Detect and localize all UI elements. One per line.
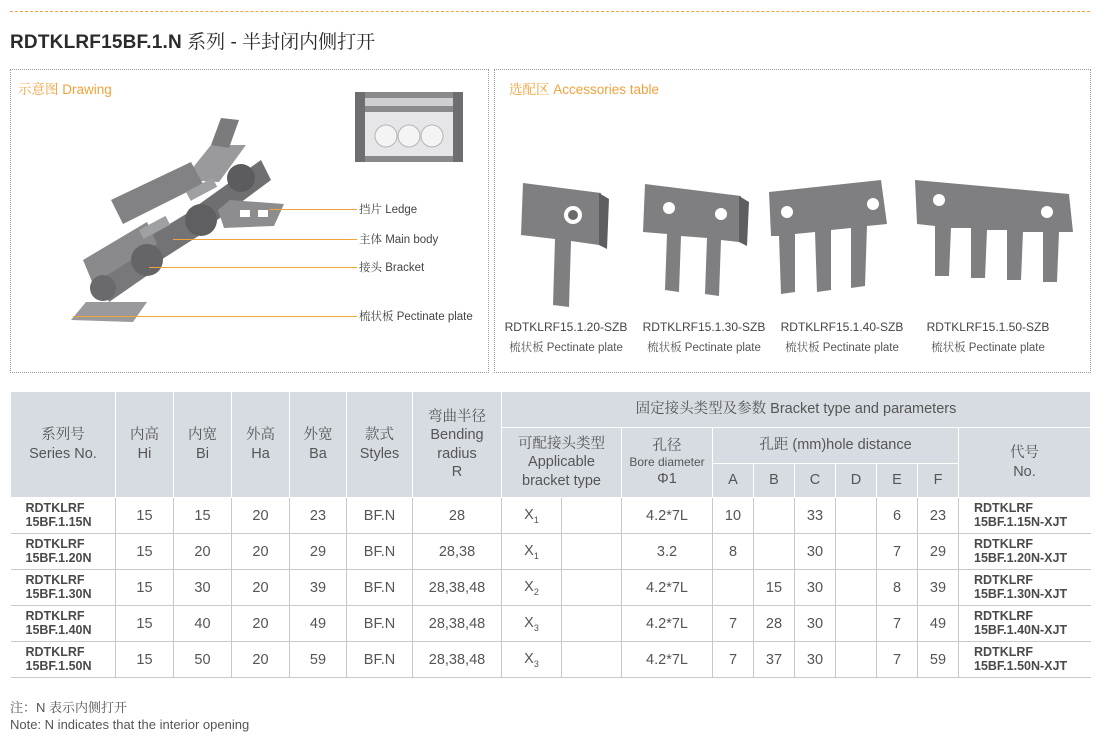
header-hole-distance: 孔距 (mm)hole distance xyxy=(713,428,959,464)
cell-f: 39 xyxy=(918,570,959,606)
cell-bi: 40 xyxy=(174,606,232,642)
cell-bracket-type-extra xyxy=(562,534,622,570)
accessories-panel-title: 选配区 Accessories table xyxy=(509,82,660,97)
series-description: 系列 - 半封闭内侧打开 xyxy=(181,32,376,53)
table-row xyxy=(11,498,1091,534)
cell-bi: 20 xyxy=(174,534,232,570)
cell-bore: 4.2*7L xyxy=(622,570,713,606)
cell-style: BF.N xyxy=(347,570,413,606)
pectinate-plate-20-image xyxy=(513,175,613,315)
cell-bi: 50 xyxy=(174,642,232,678)
cell-bracket-type: $X_1$ xyxy=(502,534,562,570)
header-ha: 外高 Ha xyxy=(232,392,290,498)
table-row xyxy=(11,570,1091,606)
cell-a: 10 xyxy=(713,498,754,534)
cell-series: RDTKLRF 15BF.1.15N xyxy=(11,498,116,534)
cell-ha: 20 xyxy=(232,570,290,606)
cell-series: RDTKLRF 15BF.1.20N xyxy=(11,534,116,570)
drawing-panel xyxy=(10,69,489,373)
cell-bracket-type: $X_2$ xyxy=(502,570,562,606)
cell-bi: 30 xyxy=(174,570,232,606)
cell-f: 23 xyxy=(918,498,959,534)
cell-a: 7 xyxy=(713,606,754,642)
cell-d xyxy=(836,534,877,570)
header-styles: 款式 Styles xyxy=(347,392,413,498)
drag-chain-illustration xyxy=(51,110,341,340)
cell-ha: 20 xyxy=(232,606,290,642)
header-d: D xyxy=(836,464,877,498)
spec-table xyxy=(10,391,1091,678)
cell-hi: 15 xyxy=(116,498,174,534)
header-series: 系列号 Series No. xyxy=(11,392,116,498)
cell-series: RDTKLRF 15BF.1.40N xyxy=(11,606,116,642)
cell-r: 28 xyxy=(413,498,502,534)
drawing-panel-title: 示意图 Drawing xyxy=(18,82,112,97)
cell-c: 30 xyxy=(795,642,836,678)
cell-bi: 15 xyxy=(174,498,232,534)
cell-style: BF.N xyxy=(347,498,413,534)
cell-hi: 15 xyxy=(116,606,174,642)
header-no: 代号 No. xyxy=(959,428,1091,498)
callout-bracket: 接头 Bracket xyxy=(359,262,425,274)
pectinate-plate-40-image xyxy=(761,174,901,304)
header-applicable-bracket: 可配接头类型 Applicable bracket type xyxy=(502,428,622,498)
accessories-panel xyxy=(494,69,1091,373)
header-bi: 内宽 Bi xyxy=(174,392,232,498)
header-a: A xyxy=(713,464,754,498)
cell-ba: 59 xyxy=(290,642,347,678)
cell-style: BF.N xyxy=(347,606,413,642)
cell-ha: 20 xyxy=(232,534,290,570)
cell-f: 59 xyxy=(918,642,959,678)
cell-b: 37 xyxy=(754,642,795,678)
spec-table-body xyxy=(11,498,1091,678)
header-hi: 内高 Hi xyxy=(116,392,174,498)
cell-e: 7 xyxy=(877,534,918,570)
cell-hi: 15 xyxy=(116,642,174,678)
cell-hi: 15 xyxy=(116,534,174,570)
cell-c: 30 xyxy=(795,570,836,606)
top-divider xyxy=(10,11,1090,12)
cell-ha: 20 xyxy=(232,498,290,534)
cell-a: 8 xyxy=(713,534,754,570)
pectinate-plate-30-image xyxy=(635,178,755,318)
accessory-code-40: RDTKLRF15.1.40-SZB xyxy=(780,320,904,334)
cell-a xyxy=(713,570,754,606)
note-chinese: 注：N 表示内侧打开 xyxy=(10,700,128,715)
cell-bore: 4.2*7L xyxy=(622,498,713,534)
cell-bracket-type: $X_1$ xyxy=(502,498,562,534)
header-ba: 外宽 Ba xyxy=(290,392,347,498)
model-code: RDTKLRF15BF.1.N xyxy=(10,32,182,53)
cell-bore: 3.2 xyxy=(622,534,713,570)
cell-r: 28,38,48 xyxy=(413,642,502,678)
table-row xyxy=(11,534,1091,570)
cell-bracket-type-extra xyxy=(562,570,622,606)
accessory-name-20: 梳状板 Pectinate plate xyxy=(509,342,623,354)
cell-r: 28,38 xyxy=(413,534,502,570)
header-f: F xyxy=(918,464,959,498)
cell-no: RDTKLRF 15BF.1.20N-XJT xyxy=(959,534,1091,570)
cell-d xyxy=(836,570,877,606)
cell-style: BF.N xyxy=(347,534,413,570)
cell-b: 15 xyxy=(754,570,795,606)
cell-c: 30 xyxy=(795,606,836,642)
cell-c: 33 xyxy=(795,498,836,534)
cell-e: 7 xyxy=(877,606,918,642)
callout-pectinate-plate: 梳状板 Pectinate plate xyxy=(359,311,473,323)
cell-ba: 39 xyxy=(290,570,347,606)
header-e: E xyxy=(877,464,918,498)
header-bending-radius: 弯曲半径 Bending radius R xyxy=(413,392,502,498)
cell-d xyxy=(836,498,877,534)
cell-bracket-type: $X_3$ xyxy=(502,606,562,642)
cell-r: 28,38,48 xyxy=(413,606,502,642)
cell-d xyxy=(836,606,877,642)
note-english: Note: N indicates that the interior opening xyxy=(10,717,250,732)
header-c: C xyxy=(795,464,836,498)
cell-bore: 4.2*7L xyxy=(622,642,713,678)
table-row xyxy=(11,642,1091,678)
cell-series: RDTKLRF 15BF.1.30N xyxy=(11,570,116,606)
cell-a: 7 xyxy=(713,642,754,678)
cell-ha: 20 xyxy=(232,642,290,678)
cell-bore: 4.2*7L xyxy=(622,606,713,642)
cell-e: 6 xyxy=(877,498,918,534)
accessory-code-50: RDTKLRF15.1.50-SZB xyxy=(926,320,1050,334)
ledge-leader-line xyxy=(269,209,357,210)
accessory-name-50: 梳状板 Pectinate plate xyxy=(931,342,1045,354)
cell-e: 8 xyxy=(877,570,918,606)
cell-series: RDTKLRF 15BF.1.50N xyxy=(11,642,116,678)
cell-ba: 23 xyxy=(290,498,347,534)
cell-ba: 29 xyxy=(290,534,347,570)
cross-section-illustration xyxy=(353,90,465,164)
cell-no: RDTKLRF 15BF.1.40N-XJT xyxy=(959,606,1091,642)
cell-e: 7 xyxy=(877,642,918,678)
header-b: B xyxy=(754,464,795,498)
cell-bracket-type: $X_3$ xyxy=(502,642,562,678)
cell-f: 29 xyxy=(918,534,959,570)
cell-style: BF.N xyxy=(347,642,413,678)
cell-b: 28 xyxy=(754,606,795,642)
cell-ba: 49 xyxy=(290,606,347,642)
pectinate-plate-leader-line xyxy=(73,316,357,317)
cell-no: RDTKLRF 15BF.1.15N-XJT xyxy=(959,498,1091,534)
cell-no: RDTKLRF 15BF.1.50N-XJT xyxy=(959,642,1091,678)
callout-main-body: 主体 Main body xyxy=(359,234,439,246)
header-bore-diameter: 孔径 Bore diameter Φ1 xyxy=(622,428,713,498)
cell-b xyxy=(754,498,795,534)
cell-no: RDTKLRF 15BF.1.30N-XJT xyxy=(959,570,1091,606)
header-bracket-group: 固定接头类型及参数 Bracket type and parameters xyxy=(502,392,1091,428)
cell-f: 49 xyxy=(918,606,959,642)
accessory-name-40: 梳状板 Pectinate plate xyxy=(785,342,899,354)
cell-b xyxy=(754,534,795,570)
cell-r: 28,38,48 xyxy=(413,570,502,606)
page-title xyxy=(10,27,375,54)
accessory-code-30: RDTKLRF15.1.30-SZB xyxy=(642,320,766,334)
cell-bracket-type-extra xyxy=(562,606,622,642)
main-body-leader-line xyxy=(173,239,357,240)
bracket-leader-line xyxy=(149,267,357,268)
cell-c: 30 xyxy=(795,534,836,570)
cell-bracket-type-extra xyxy=(562,498,622,534)
cell-bracket-type-extra xyxy=(562,642,622,678)
accessory-name-30: 梳状板 Pectinate plate xyxy=(647,342,761,354)
accessory-code-20: RDTKLRF15.1.20-SZB xyxy=(504,320,628,334)
cell-d xyxy=(836,642,877,678)
pectinate-plate-50-image xyxy=(909,174,1079,294)
table-row xyxy=(11,606,1091,642)
ledge-plate-illustration xyxy=(216,198,286,230)
callout-ledge: 挡片 Ledge xyxy=(359,204,418,216)
cell-hi: 15 xyxy=(116,570,174,606)
